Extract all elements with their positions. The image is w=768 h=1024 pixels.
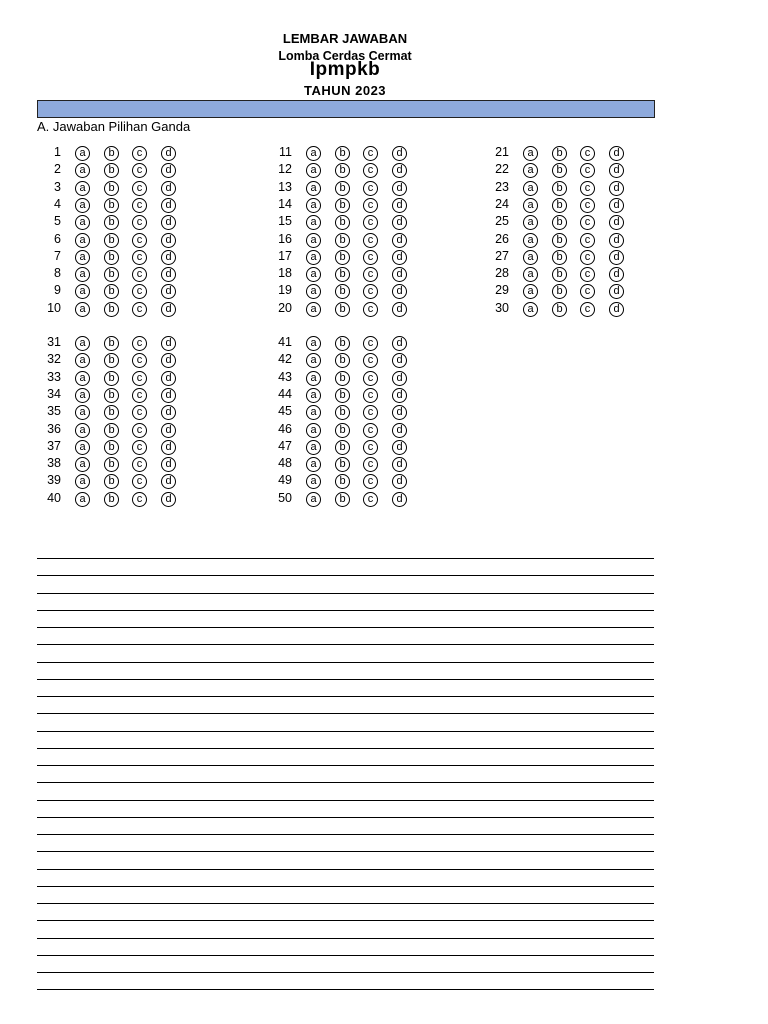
answer-bubble-b[interactable]: b [104,388,119,403]
answer-bubble-c[interactable]: c [132,423,147,438]
answer-bubble-a[interactable]: a [523,181,538,196]
answer-bubble-d[interactable]: d [161,233,176,248]
answer-bubble-c[interactable]: c [132,492,147,507]
answer-bubble-b[interactable]: b [335,474,350,489]
question-number: 13 [278,179,292,194]
question-number: 15 [278,214,292,229]
answer-bubble-b[interactable]: b [552,284,567,299]
answer-bubble-b[interactable]: b [104,250,119,265]
answer-bubble-a[interactable]: a [75,146,90,161]
answer-bubble-d[interactable]: d [161,146,176,161]
answer-bubble-a[interactable]: a [306,492,321,507]
answer-bubble-b[interactable]: b [335,250,350,265]
answer-bubble-a[interactable]: a [306,233,321,248]
answer-bubble-b[interactable]: b [104,423,119,438]
answer-bubble-b[interactable]: b [552,146,567,161]
answer-bubble-b[interactable]: b [104,353,119,368]
answer-bubble-b[interactable]: b [104,267,119,282]
answer-bubble-c[interactable]: c [132,302,147,317]
answer-bubble-c[interactable]: c [132,457,147,472]
answer-bubble-c[interactable]: c [132,163,147,178]
answer-bubble-a[interactable]: a [523,198,538,213]
answer-bubble-d[interactable]: d [609,233,624,248]
answer-bubble-b[interactable]: b [552,267,567,282]
answer-bubble-c[interactable]: c [132,267,147,282]
answer-bubble-c[interactable]: c [363,233,378,248]
answer-bubble-b[interactable]: b [335,371,350,386]
question-number: 4 [54,196,61,211]
answer-bubble-c[interactable]: c [363,267,378,282]
answer-bubble-c[interactable]: c [363,284,378,299]
sheet-year: TAHUN 2023 [303,83,387,98]
answer-bubble-a[interactable]: a [306,405,321,420]
answer-bubble-d[interactable]: d [609,267,624,282]
answer-bubble-b[interactable]: b [104,284,119,299]
question-number: 38 [47,456,61,471]
answer-bubble-d[interactable]: d [392,440,407,455]
answer-bubble-a[interactable]: a [75,353,90,368]
answer-bubble-c[interactable]: c [580,284,595,299]
answer-bubble-a[interactable]: a [306,353,321,368]
answer-bubble-a[interactable]: a [75,302,90,317]
answer-bubble-a[interactable]: a [75,163,90,178]
essay-answer-line[interactable] [37,938,654,939]
answer-bubble-b[interactable]: b [104,181,119,196]
essay-answer-line[interactable] [37,696,654,697]
essay-answer-line[interactable] [37,955,654,956]
answer-bubble-d[interactable]: d [161,215,176,230]
answer-bubble-b[interactable]: b [552,215,567,230]
answer-bubble-b[interactable]: b [552,233,567,248]
question-number: 39 [47,473,61,488]
answer-bubble-b[interactable]: b [335,302,350,317]
answer-bubble-d[interactable]: d [161,388,176,403]
essay-answer-line[interactable] [37,765,654,766]
answer-bubble-c[interactable]: c [363,371,378,386]
answer-bubble-c[interactable]: c [132,336,147,351]
essay-answer-line[interactable] [37,920,654,921]
answer-bubble-a[interactable]: a [306,198,321,213]
essay-answer-line[interactable] [37,748,654,749]
question-number: 34 [47,386,61,401]
answer-bubble-a[interactable]: a [523,163,538,178]
answer-bubble-b[interactable]: b [104,440,119,455]
essay-answer-line[interactable] [37,851,654,852]
answer-bubble-b[interactable]: b [335,146,350,161]
answer-bubble-a[interactable]: a [306,284,321,299]
answer-bubble-c[interactable]: c [363,146,378,161]
answer-bubble-d[interactable]: d [161,250,176,265]
answer-bubble-d[interactable]: d [392,233,407,248]
answer-bubble-c[interactable]: c [363,250,378,265]
answer-bubble-d[interactable]: d [161,492,176,507]
question-number: 44 [278,386,292,401]
answer-bubble-b[interactable]: b [552,163,567,178]
essay-answer-line[interactable] [37,593,654,594]
essay-answer-line[interactable] [37,644,654,645]
answer-bubble-d[interactable]: d [161,440,176,455]
answer-bubble-a[interactable]: a [75,423,90,438]
answer-bubble-c[interactable]: c [132,405,147,420]
answer-bubble-a[interactable]: a [306,457,321,472]
question-number: 9 [54,283,61,298]
answer-bubble-a[interactable]: a [306,181,321,196]
answer-bubble-c[interactable]: c [363,336,378,351]
answer-bubble-c[interactable]: c [580,163,595,178]
answer-bubble-d[interactable]: d [392,284,407,299]
answer-bubble-a[interactable]: a [523,284,538,299]
answer-bubble-d[interactable]: d [609,181,624,196]
answer-bubble-a[interactable]: a [75,474,90,489]
answer-bubble-c[interactable]: c [363,492,378,507]
question-number: 17 [278,248,292,263]
answer-bubble-a[interactable]: a [306,146,321,161]
answer-bubble-c[interactable]: c [363,181,378,196]
essay-answer-line[interactable] [37,558,654,559]
answer-bubble-c[interactable]: c [580,215,595,230]
answer-bubble-b[interactable]: b [104,233,119,248]
answer-bubble-d[interactable]: d [161,198,176,213]
answer-bubble-d[interactable]: d [392,146,407,161]
answer-bubble-b[interactable]: b [335,181,350,196]
answer-bubble-d[interactable]: d [392,457,407,472]
answer-bubble-a[interactable]: a [75,405,90,420]
answer-bubble-c[interactable]: c [580,250,595,265]
answer-bubble-c[interactable]: c [132,353,147,368]
answer-bubble-a[interactable]: a [75,440,90,455]
answer-bubble-d[interactable]: d [161,353,176,368]
answer-bubble-b[interactable]: b [104,457,119,472]
answer-bubble-c[interactable]: c [363,198,378,213]
answer-bubble-d[interactable]: d [392,198,407,213]
answer-bubble-b[interactable]: b [335,353,350,368]
answer-bubble-b[interactable]: b [104,492,119,507]
answer-bubble-c[interactable]: c [363,457,378,472]
answer-bubble-a[interactable]: a [523,302,538,317]
answer-bubble-b[interactable]: b [104,474,119,489]
answer-bubble-d[interactable]: d [609,198,624,213]
answer-bubble-c[interactable]: c [580,267,595,282]
answer-bubble-d[interactable]: d [392,353,407,368]
question-number: 20 [278,300,292,315]
answer-bubble-d[interactable]: d [161,302,176,317]
essay-answer-line[interactable] [37,817,654,818]
organization-name: Ipmpkb [309,59,381,80]
answer-bubble-b[interactable]: b [552,302,567,317]
answer-bubble-a[interactable]: a [306,250,321,265]
question-number: 50 [278,490,292,505]
question-number: 18 [278,266,292,281]
sheet-title: LEMBAR JAWABAN [282,31,408,46]
answer-bubble-a[interactable]: a [306,163,321,178]
sheet-subtitle: Lomba Cerdas Cermat [278,49,412,63]
answer-bubble-b[interactable]: b [335,405,350,420]
question-number: 27 [495,248,509,263]
question-number: 37 [47,438,61,453]
answer-bubble-a[interactable]: a [75,215,90,230]
answer-bubble-c[interactable]: c [580,302,595,317]
question-number: 3 [54,179,61,194]
answer-bubble-c[interactable]: c [363,388,378,403]
answer-bubble-c[interactable]: c [580,181,595,196]
answer-bubble-d[interactable]: d [161,405,176,420]
answer-bubble-a[interactable]: a [75,371,90,386]
essay-answer-line[interactable] [37,679,654,680]
answer-bubble-a[interactable]: a [523,250,538,265]
question-number: 40 [47,490,61,505]
question-number: 6 [54,231,61,246]
answer-bubble-b[interactable]: b [335,198,350,213]
answer-bubble-a[interactable]: a [75,267,90,282]
answer-bubble-a[interactable]: a [523,233,538,248]
answer-bubble-d[interactable]: d [392,302,407,317]
essay-answer-line[interactable] [37,731,654,732]
question-number: 1 [54,145,61,159]
answer-bubble-a[interactable]: a [306,423,321,438]
answer-bubble-a[interactable]: a [306,440,321,455]
essay-answer-line[interactable] [37,610,654,611]
answer-bubble-b[interactable]: b [335,423,350,438]
answer-bubble-d[interactable]: d [609,163,624,178]
answer-bubble-b[interactable]: b [104,336,119,351]
answer-bubble-d[interactable]: d [392,371,407,386]
answer-bubble-b[interactable]: b [335,492,350,507]
essay-answer-line[interactable] [37,869,654,870]
question-number: 29 [495,283,509,298]
answer-bubble-c[interactable]: c [363,163,378,178]
answer-bubble-c[interactable]: c [132,215,147,230]
answer-bubble-d[interactable]: d [161,284,176,299]
answer-bubble-d[interactable]: d [609,284,624,299]
answer-bubble-b[interactable]: b [552,181,567,196]
answer-bubble-a[interactable]: a [306,371,321,386]
answer-bubble-d[interactable]: d [392,250,407,265]
question-number: 25 [495,214,509,229]
answer-bubble-b[interactable]: b [335,284,350,299]
answer-bubble-d[interactable]: d [161,336,176,351]
essay-answer-line[interactable] [37,903,654,904]
answer-bubble-d[interactable]: d [392,474,407,489]
question-number: 22 [495,162,509,177]
answer-bubble-b[interactable]: b [104,371,119,386]
answer-bubble-c[interactable]: c [132,250,147,265]
answer-bubble-a[interactable]: a [523,146,538,161]
question-number: 14 [278,196,292,211]
answer-bubble-d[interactable]: d [392,423,407,438]
question-number: 28 [495,266,509,281]
section-a-label: A. Jawaban Pilihan Ganda [37,119,191,134]
answer-bubble-c[interactable]: c [132,181,147,196]
answer-bubble-d[interactable]: d [161,457,176,472]
answer-bubble-d[interactable]: d [392,163,407,178]
answer-bubble-c[interactable]: c [580,233,595,248]
question-number: 48 [278,456,292,471]
essay-answer-line[interactable] [37,627,654,628]
answer-bubble-c[interactable]: c [132,198,147,213]
question-number: 2 [54,162,61,177]
answer-bubble-c[interactable]: c [363,353,378,368]
question-number: 30 [495,300,509,315]
answer-bubble-d[interactable]: d [392,388,407,403]
answer-bubble-b[interactable]: b [104,163,119,178]
answer-bubble-a[interactable]: a [75,233,90,248]
answer-bubble-a[interactable]: a [306,267,321,282]
answer-bubble-b[interactable]: b [552,198,567,213]
answer-bubble-a[interactable]: a [75,457,90,472]
question-number: 19 [278,283,292,298]
answer-bubble-c[interactable]: c [363,474,378,489]
question-number: 36 [47,421,61,436]
answer-bubble-c[interactable]: c [132,388,147,403]
question-number: 12 [278,162,292,177]
answer-bubble-a[interactable]: a [75,492,90,507]
answer-bubble-a[interactable]: a [306,336,321,351]
answer-bubble-b[interactable]: b [104,302,119,317]
answer-bubble-c[interactable]: c [132,233,147,248]
essay-answer-line[interactable] [37,886,654,887]
section-header-band [37,100,655,118]
question-number: 33 [47,369,61,384]
answer-bubble-b[interactable]: b [335,336,350,351]
question-number: 8 [54,266,61,281]
question-number: 7 [54,248,61,263]
question-number: 43 [278,369,292,384]
question-number: 32 [47,352,61,367]
question-number: 23 [495,179,509,194]
question-number: 45 [278,404,292,419]
answer-bubble-d[interactable]: d [609,215,624,230]
answer-bubble-d[interactable]: d [609,250,624,265]
answer-bubble-d[interactable]: d [392,405,407,420]
answer-bubble-d[interactable]: d [161,371,176,386]
essay-answer-line[interactable] [37,782,654,783]
question-number: 31 [47,335,61,349]
question-number: 26 [495,231,509,246]
question-number: 47 [278,438,292,453]
answer-bubble-a[interactable]: a [306,215,321,230]
answer-bubble-b[interactable]: b [104,198,119,213]
essay-answer-line[interactable] [37,972,654,973]
answer-bubble-b[interactable]: b [335,233,350,248]
answer-bubble-a[interactable]: a [523,215,538,230]
answer-bubble-b[interactable]: b [104,405,119,420]
answer-bubble-b[interactable]: b [335,388,350,403]
answer-bubble-c[interactable]: c [580,198,595,213]
question-number: 24 [495,196,509,211]
answer-bubble-c[interactable]: c [363,405,378,420]
answer-bubble-a[interactable]: a [306,388,321,403]
answer-bubble-c[interactable]: c [132,371,147,386]
essay-answer-line[interactable] [37,662,654,663]
answer-bubble-c[interactable]: c [363,423,378,438]
answer-bubble-b[interactable]: b [335,215,350,230]
question-number: 21 [495,145,509,159]
answer-bubble-d[interactable]: d [161,423,176,438]
question-number: 16 [278,231,292,246]
essay-answer-line[interactable] [37,800,654,801]
answer-bubble-a[interactable]: a [306,474,321,489]
answer-bubble-c[interactable]: c [363,302,378,317]
question-number: 35 [47,404,61,419]
answer-bubble-c[interactable]: c [363,440,378,455]
answer-bubble-d[interactable]: d [392,215,407,230]
answer-bubble-a[interactable]: a [75,336,90,351]
answer-bubble-d[interactable]: d [161,163,176,178]
answer-bubble-d[interactable]: d [609,302,624,317]
answer-bubble-a[interactable]: a [75,250,90,265]
answer-bubble-c[interactable]: c [132,440,147,455]
essay-answer-line[interactable] [37,989,654,990]
answer-bubble-a[interactable]: a [75,198,90,213]
essay-answer-line[interactable] [37,834,654,835]
answer-bubble-d[interactable]: d [392,336,407,351]
answer-bubble-d[interactable]: d [161,474,176,489]
answer-bubble-d[interactable]: d [392,181,407,196]
question-number: 42 [278,352,292,367]
answer-bubble-b[interactable]: b [104,215,119,230]
answer-bubble-d[interactable]: d [392,492,407,507]
answer-bubble-b[interactable]: b [335,457,350,472]
answer-bubble-c[interactable]: c [132,474,147,489]
question-number: 49 [278,473,292,488]
question-number: 11 [279,145,292,159]
answer-bubble-a[interactable]: a [523,267,538,282]
question-number: 46 [278,421,292,436]
answer-bubble-b[interactable]: b [335,163,350,178]
answer-bubble-c[interactable]: c [363,215,378,230]
answer-bubble-a[interactable]: a [75,284,90,299]
answer-bubble-d[interactable]: d [161,267,176,282]
answer-bubble-c[interactable]: c [132,284,147,299]
answer-bubble-b[interactable]: b [552,250,567,265]
answer-bubble-c[interactable]: c [132,146,147,161]
answer-bubble-b[interactable]: b [335,440,350,455]
essay-answer-line[interactable] [37,713,654,714]
answer-bubble-d[interactable]: d [161,181,176,196]
question-number: 10 [47,300,61,315]
answer-bubble-b[interactable]: b [104,146,119,161]
answer-bubble-a[interactable]: a [75,388,90,403]
essay-answer-line[interactable] [37,575,654,576]
answer-bubble-c[interactable]: c [580,146,595,161]
answer-bubble-d[interactable]: d [609,146,624,161]
answer-bubble-b[interactable]: b [335,267,350,282]
answer-bubble-d[interactable]: d [392,267,407,282]
answer-bubble-a[interactable]: a [75,181,90,196]
answer-bubble-a[interactable]: a [306,302,321,317]
question-number: 41 [278,335,292,349]
question-number: 5 [54,214,61,229]
